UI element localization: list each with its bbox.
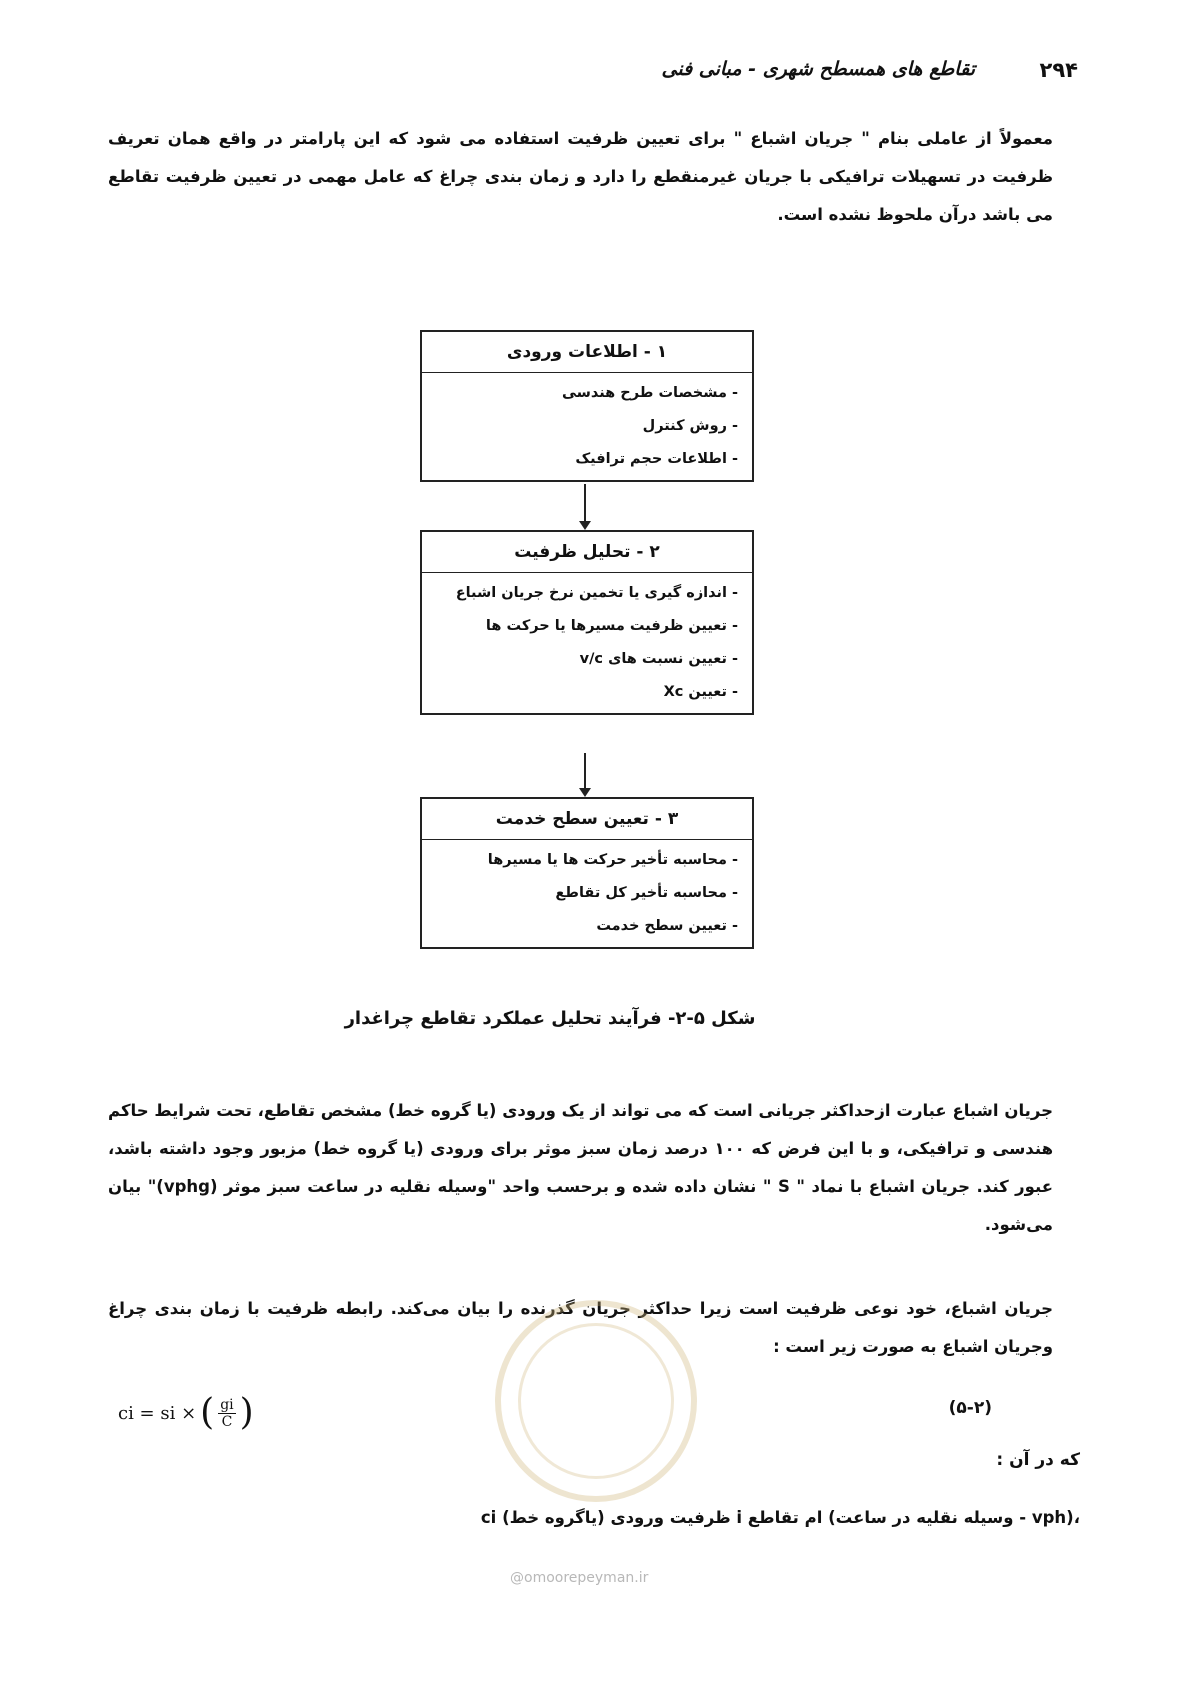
watermark-url: @omoorepeyman.ir xyxy=(510,1570,649,1586)
flowchart-item: - تعیین Xc xyxy=(663,684,738,700)
flowchart-box-input xyxy=(420,330,754,482)
flowchart-item: - اطلاعات حجم ترافیک xyxy=(575,451,738,467)
flowchart-box-capacity xyxy=(420,530,754,715)
page-number: ۲۹۴ xyxy=(1039,58,1078,82)
formula-paren-open: ( xyxy=(200,1392,215,1433)
formula-lhs: ci = si × xyxy=(118,1402,197,1424)
saturation-flow-paragraph: جریان اشباع عبارت ازحداکثر جریانی است که می تواند از یک ورودی (یا گروه خط) مشخص تقاطع، تحت شرایط حاکم هندسی و ترافیکی، و با این فرض که ۱۰۰ درصد زمان سبز موثر برای ورودی (یا گروه خط) مزبور وجود داشته باشد، عبور کند. جریان اشباع با نماد " S " نشان داده شده و برحسب واحد "وسیله نقلیه در ساعت سبز موثر (vphg)" بیان می‌شود. xyxy=(108,1101,1054,1234)
flowchart-box-title: ۱ - اطلاعات ورودی xyxy=(422,332,752,373)
where-label: که در آن : xyxy=(996,1450,1080,1470)
flowchart-item: - روش کنترل xyxy=(642,418,738,434)
capacity-relation-paragraph: جریان اشباع، خود نوعی ظرفیت است زیرا حداکثر جریان گذرنده را بیان می‌کند. رابطه ظرفیت با زمان بندی چراغ وجریان اشباع به صورت زیر است : xyxy=(108,1299,1053,1356)
variable-definition: ci ظرفیت ورودی (یاگروه خط) i ام تقاطع (وسیله نقلیه در ساعت - vph)، xyxy=(480,1508,1080,1527)
formula-numerator: gi xyxy=(220,1396,234,1413)
flowchart-box-title: ۳ - تعیین سطح خدمت xyxy=(422,799,752,840)
flowchart-item: - تعیین ظرفیت مسیرها یا حرکت ها xyxy=(485,618,738,634)
flowchart-item: - محاسبه تأخیر کل تقاطع xyxy=(555,885,738,901)
flowchart-arrow-down xyxy=(584,753,586,795)
watermark-seal-inner xyxy=(518,1323,674,1479)
flowchart-box-level-of-service xyxy=(420,797,754,949)
equation-number: (۵-۲) xyxy=(948,1398,992,1418)
flowchart-item: - تعیین سطح خدمت xyxy=(596,918,738,934)
capacity-formula xyxy=(118,1392,254,1433)
formula-denominator: C xyxy=(221,1413,233,1430)
formula-fraction xyxy=(218,1397,235,1430)
flowchart-arrow-down xyxy=(584,484,586,528)
figure-caption: شکل ۵-۲- فرآیند تحلیل عملکرد تقاطع چراغدار xyxy=(344,1008,756,1029)
running-header-title: تقاطع های همسطح شهری - مبانی فنی xyxy=(661,58,975,80)
formula-paren-close: ) xyxy=(239,1392,254,1433)
flowchart-box-title: ۲ - تحلیل ظرفیت xyxy=(422,532,752,573)
flowchart-item: - اندازه گیری یا تخمین نرخ جریان اشباع xyxy=(455,585,738,601)
flowchart-item: - تعیین نسبت های v/c xyxy=(579,651,738,667)
flowchart-item: - مشخصات طرح هندسی xyxy=(561,385,738,401)
watermark-seal xyxy=(495,1300,697,1502)
flowchart-item: - محاسبه تأخیر حرکت ها یا مسیرها xyxy=(487,852,738,868)
intro-paragraph: معمولاً از عاملی بنام " جریان اشباع " برای تعیین ظرفیت استفاده می شود که این پارامتر در واقع همان تعریف ظرفیت در تسهیلات ترافیکی با جریان غیرمنقطع را دارد و زمان بندی چراغ که عامل مهمی در تعیین ظرفیت تقاطع می باشد درآن ملحوظ نشده است. xyxy=(108,129,1053,224)
